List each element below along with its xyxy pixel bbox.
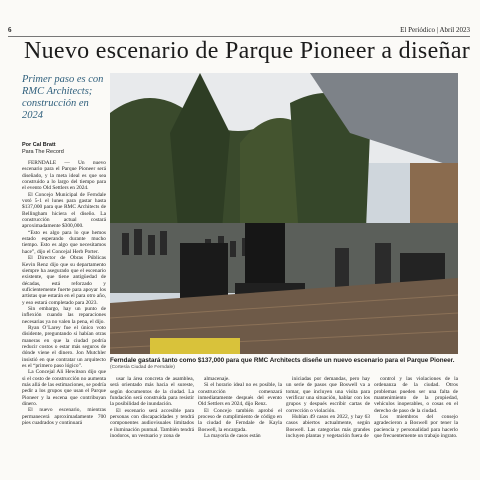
paragraph: Hubían 49 casos en 2022, y hay 63 casos abiertos actualmente, según Boswell. Las categorías más grandes incluyen plantas y vegetación fuera de	[286, 414, 370, 440]
byline-outlet: Para The Record	[22, 148, 64, 155]
paragraph: Si el horario ideal no es posible, la construcción comenzará inmediatamente después del evento Old Settlers en 2024, dijo Renz.	[198, 382, 282, 408]
headline: Nuevo escenario de Parque Pioneer a diseñar	[24, 38, 471, 64]
article-column-1	[22, 160, 106, 474]
paragraph: La Concejal Ali Hewitson dijo que si el costo de construcción no aumenta más allá de las estimaciones, se podría pedir a los grupos que usan el Parque Pioneer y la escena que contribuyan dinero.	[22, 369, 106, 408]
paragraph: FERNDALE — Un nuevo escenario para el Parque Pioneer será diseñado, y la meta ideal es que sea construido a lo largo del tiempo para el evento Old Settlers en 2024.	[22, 160, 106, 192]
paragraph: La mayoría de casos están	[204, 433, 261, 440]
paragraph: Los miembros del consejo agradecieron a Boswell por tener la paciencia y personalidad para hacerlo que frecuentemente un trabajo ingrato.	[374, 414, 458, 440]
paragraph: control y las violaciones de la ordenanza de la ciudad. Otros problemas pueden ser una falta de mantenimiento de la propiedad, vehículos inoperables, o cosas en el derecho de paso de la ciudad.	[374, 376, 458, 414]
paragraph: El Director de Obras Públicas Kevin Renz dijo que su departamento siempre ha asegurado que el escenario existente, que tiene antigüedad de décadas, está reforzado y suficientemente fuerte para apoyar los artistas que estarán en el para otro año, y eso estará completado para 2023.	[22, 255, 106, 306]
article-column-3	[198, 376, 282, 474]
photo-caption	[110, 357, 458, 370]
byline-author: Por Cal Bratt	[22, 142, 56, 148]
paragraph: El escenario será accesible para personas con discapacidades y tendrá componentes audiovisuales limitados e iluminación puntual. También tendrá inodoros, un vestuario y zona de	[110, 407, 194, 440]
publication-name: El Periódico	[400, 26, 435, 34]
paragraph: El Concejo también aprobó el proceso de cumplimiento de código en la ciudad de Ferndale de Kayla Boswell, la encargada.	[198, 407, 282, 433]
caption-text: Ferndale gastará tanto como $137,000 para que RMC Architects diseñe un nuevo escenario para el Parque Pioneer.	[110, 357, 455, 364]
paragraph: almacenaje.	[204, 376, 230, 382]
paragraph: “Esto es algo para lo que hemos estado esperando durante mucho tiempo. Esto es algo que necesitamos hace”, dijo el Concejal Herb Porter.	[22, 229, 106, 255]
paragraph: Sin embargo, hay un punto de inflexión cuando las reparaciones necesarias ya no valen la pena, el dijo.	[22, 305, 106, 325]
issue-date: Abril 2023	[439, 26, 470, 34]
paragraph: El nuevo escenario, mientras permanecerá aproximadamente 700 pies cuadrados y continuará	[22, 407, 106, 427]
paragraph: El Concejo Municipal de Ferndale votó 5-1 el lunes para gastar hasta $137,000 para que RMC Architects de Bellingham hiciera el diseño. La construcción actual costará aproximadamente $300,000.	[22, 191, 106, 230]
page-number: 6	[8, 26, 12, 34]
paragraph: usar la área concreta de asamblea, será orientado más hacia el sureste, según documentos de la ciudad. La fundación será construida para resistir la posibilidad de inundación.	[110, 376, 194, 408]
paragraph: iniciadas por demandas, pero hay un serie de pasos que Boswell va a tomar, que incluyen una visita para verificar una situación, hablar con los grupos y después escribir cartas de corrección o violación.	[286, 376, 370, 414]
photo-credit: (Cortesía Ciudad de Ferndale)	[110, 365, 175, 370]
paragraph: Ryan O’Larey fue el único voto disidente, preguntando si habían otras maneras en que la ciudad podría reducir costos o estar más seguros de dónde viene el dinero. Jon Mutchler insistió en que contratar un arquitecto es el “primero paso lógico”.	[22, 324, 106, 369]
concert-photo	[110, 73, 458, 354]
article-column-2	[110, 376, 194, 474]
header-rule	[8, 36, 470, 37]
publication-info: El Periódico | Abril 2023	[400, 26, 470, 34]
article-column-5	[374, 376, 458, 474]
deck-subheadline: Primer paso es con RMC Architects; construcción en 2024	[22, 74, 104, 121]
article-column-4	[286, 376, 370, 474]
byline	[22, 142, 112, 155]
